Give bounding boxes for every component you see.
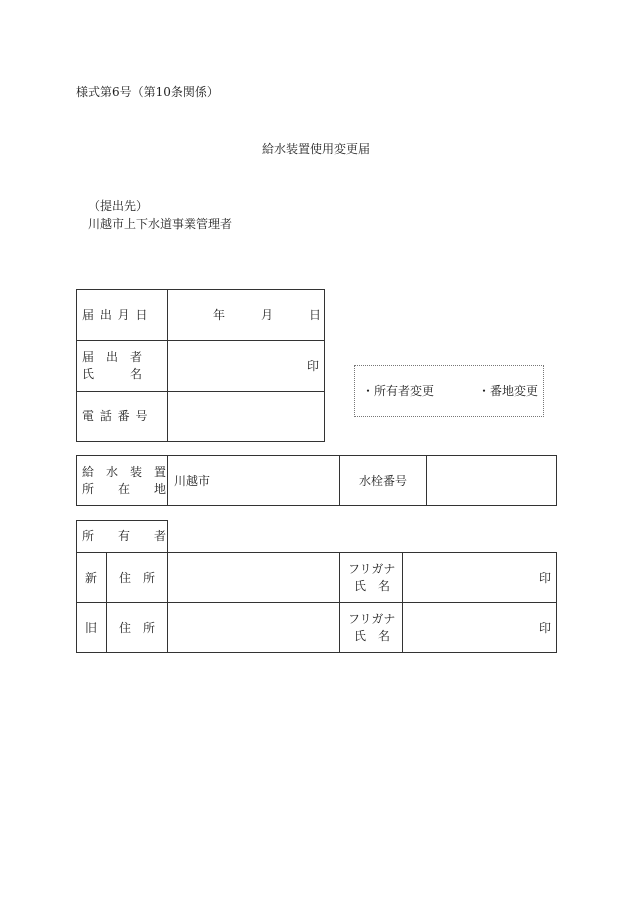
old-address-label: 住 所 [119,621,156,635]
date-day-label: 日 [309,308,322,322]
old-owner-seal: 印 [539,621,552,635]
notifier-label-line2: 氏 名 [82,367,143,381]
location-label-line1: 給 水 装 置 [82,465,167,479]
applicant-table-divider [167,289,168,442]
applicant-row-separator [76,340,325,341]
owner-divider [167,552,168,653]
date-label: 届 出 月 日 [82,308,149,322]
location-city: 川越市 [174,474,211,488]
owner-divider [339,552,340,653]
location-divider [339,455,340,506]
notifier-label-line1: 届 出 者 [82,350,143,364]
old-owner-label: 旧 [85,621,98,635]
document-title: 給水装置使用変更届 [262,142,371,156]
notifier-seal: 印 [307,359,320,373]
form-number: 様式第6号（第10条関係） [76,85,219,99]
location-label-line2: 所 在 地 [82,482,167,496]
owner-divider [402,552,403,653]
new-furigana-label: フリガナ [348,562,396,576]
location-table [76,455,557,506]
location-divider [167,455,168,506]
address-change-option[interactable]: ・番地変更 [478,384,539,398]
phone-label: 電 話 番 号 [82,409,149,423]
hydrant-number-label: 水栓番号 [359,474,408,488]
applicant-row-separator [76,391,325,392]
location-divider [426,455,427,506]
recipient: 川越市上下水道事業管理者 [88,217,233,231]
new-owner-seal: 印 [539,571,552,585]
owner-label: 所 有 者 [82,529,167,543]
old-name-label: 氏 名 [354,629,391,643]
owner-row-separator [76,602,557,603]
submit-to-label: （提出先） [88,199,149,213]
new-name-label: 氏 名 [354,579,391,593]
date-month-label: 月 [261,308,274,322]
old-furigana-label: フリガナ [348,612,396,626]
new-address-label: 住 所 [119,571,156,585]
owner-divider [106,552,107,653]
owner-change-option[interactable]: ・所有者変更 [362,384,435,398]
date-year-label: 年 [213,308,226,322]
new-owner-label: 新 [85,571,98,585]
